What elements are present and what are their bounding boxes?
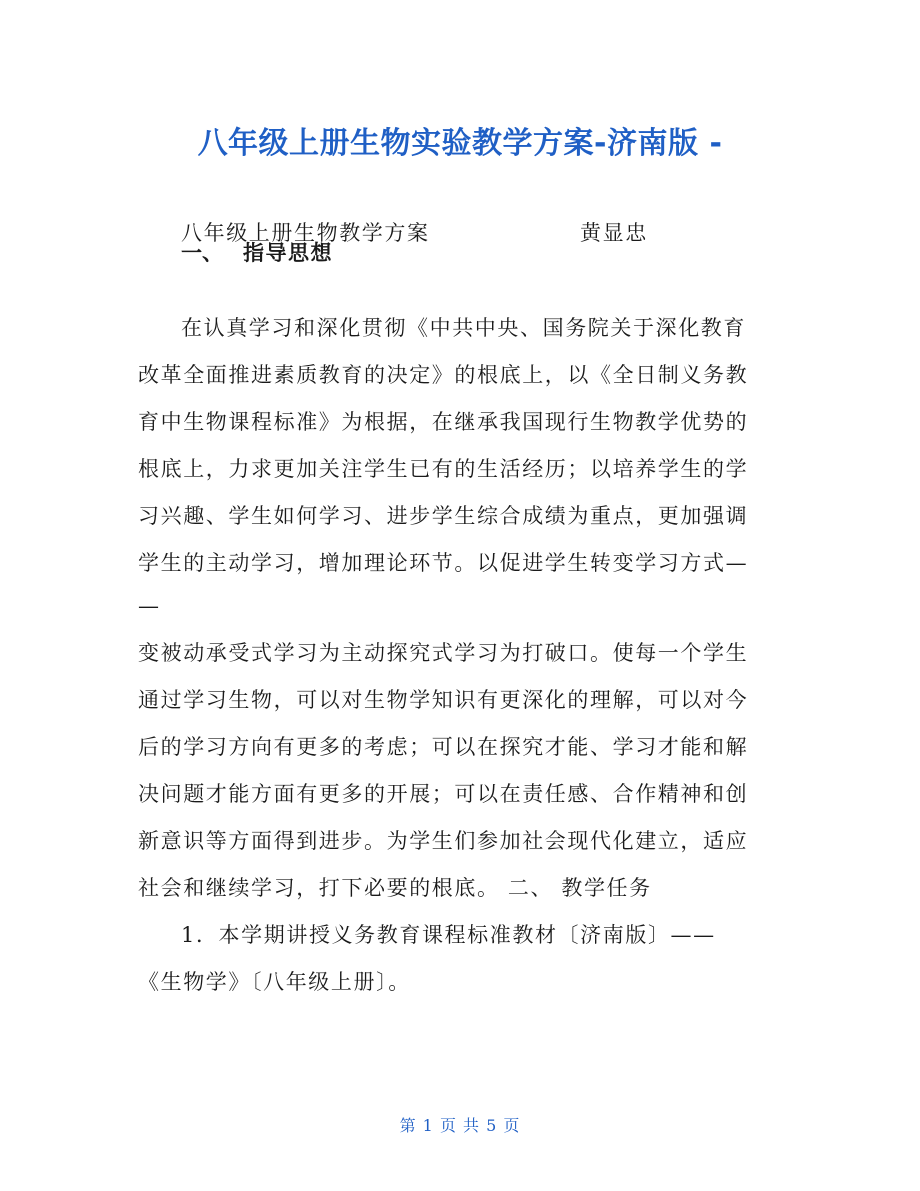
list-item-line: 1．本学期讲授义务教育课程标准教材〔济南版〕—— xyxy=(181,923,716,947)
document-subtitle: 八年级上册生物教学方案 xyxy=(181,221,430,245)
paragraph-line: 根底上，力求更加关注学生已有的生活经历；以培养学生的学 xyxy=(138,457,749,481)
page-footer: 第 1 页 共 5 页 xyxy=(399,1116,521,1135)
list-item-line: 《生物学》〔八年级上册〕。 xyxy=(138,970,411,994)
paragraph-line: 育中生物课程标准》为根据，在继承我国现行生物教学优势的 xyxy=(138,410,749,434)
paragraph-line: 改革全面推进素质教育的决定》的根底上，以《全日制义务教 xyxy=(138,363,749,387)
paragraph-line: 在认真学习和深化贯彻《中共中央、国务院关于深化教育 xyxy=(181,316,746,340)
author-name: 黄显忠 xyxy=(580,221,648,245)
paragraph-line: 社会和继续学习，打下必要的根底。 二、 教学任务 xyxy=(138,876,652,900)
section-heading: 指导思想 xyxy=(243,241,333,265)
paragraph-line: — xyxy=(138,594,161,618)
paragraph-line: 后的学习方向有更多的考虑；可以在探究才能、学习才能和解 xyxy=(138,735,749,759)
section-number: 一、 xyxy=(181,241,223,265)
document-title: 八年级上册生物实验教学方案-济南版 - xyxy=(197,126,723,161)
paragraph-line: 决问题才能方面有更多的开展；可以在责任感、合作精神和创 xyxy=(138,782,749,806)
paragraph-line: 变被动承受式学习为主动探究式学习为打破口。使每一个学生 xyxy=(138,641,749,665)
paragraph-line: 新意识等方面得到进步。为学生们参加社会现代化建立，适应 xyxy=(138,829,749,853)
paragraph-line: 通过学习生物，可以对生物学知识有更深化的理解，可以对今 xyxy=(138,688,749,712)
paragraph-line: 习兴趣、学生如何学习、进步学生综合成绩为重点，更加强调 xyxy=(138,504,749,528)
paragraph-line: 学生的主动学习，增加理论环节。以促进学生转变学习方式— xyxy=(138,551,749,575)
